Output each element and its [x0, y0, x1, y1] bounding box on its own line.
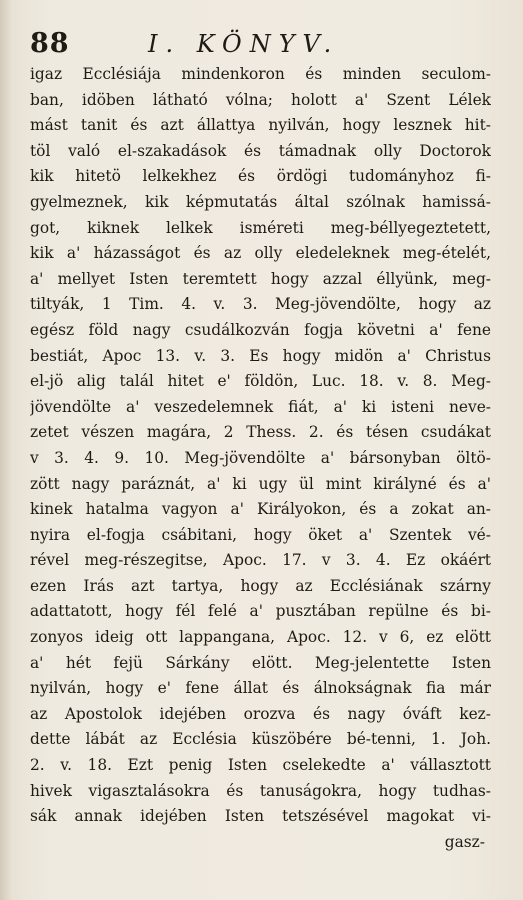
text-line: kik a' házasságot és az olly eledeleknek meg-ételét, [30, 244, 491, 263]
text-line: mást tanit és azt állattya nyilván, hogy lesznek hit- [30, 116, 491, 135]
text-line: kinek hatalma vagyon a' Királyokon, és a zokat an- [30, 500, 491, 519]
text-line: kik hitetö lelkekhez és ördögi tudományhoz fi- [30, 167, 491, 186]
text-line: sák annak idejében Isten tetszésével magokat vi- [30, 807, 491, 826]
running-head: I. KÖNYV. [148, 30, 340, 58]
text-line: igaz Ecclésiája mindenkoron és minden seculom- [30, 65, 491, 83]
text-line: egész föld nagy csudálkozván fogja követni a' fene [30, 320, 491, 339]
text-line: jövendölte a' veszedelemnek fiát, a' ki isteni neve- [30, 397, 491, 416]
catchword: gasz- [444, 832, 485, 851]
text-line: 2. v. 18. Ezt penig Isten cselekedte a' vállasztott [30, 756, 491, 775]
text-line: nyira el-fogja csábitani, hogy öket a' Szentek vé- [30, 525, 491, 544]
text-line: zonyos ideig ott lappangana, Apoc. 12. v 6, ez elött [30, 628, 491, 647]
text-line: töl való el-szakadások és támadnak olly Doctorok [30, 141, 491, 160]
text-line: zött nagy paráznát, a' ki ugy ül mint királyné és a' [30, 474, 491, 493]
body-text [30, 62, 491, 855]
text-line: zetet vészen magára, 2 Thess. 2. és tésen csudákat [30, 423, 491, 442]
text-line: el-jö alig talál hitet e' földön, Luc. 18. v. 8. Meg- [30, 372, 491, 391]
text-line: rével meg-részegitse, Apoc. 17. v 3. 4. Ez okáért [30, 551, 491, 570]
text-line: ezen Irás azt tartya, hogy az Ecclésiának szárny [30, 576, 491, 595]
page-number: 88 [30, 28, 70, 59]
text-line: ban, idöben látható vólna; holott a' Szent Lélek [30, 90, 491, 109]
text-line: a' hét fejü Sárkány elött. Meg-jelentette Isten [30, 653, 491, 672]
text-line: hivek vigasztalásokra és tanuságokra, hogy tudhas- [30, 781, 491, 800]
page-gutter-shadow [0, 0, 12, 900]
text-line: a' mellyet Isten teremtett hogy azzal éllyünk, meg- [30, 269, 491, 288]
text-line: v 3. 4. 9. 10. Meg-jövendölte a' bársonyban öltö- [30, 448, 491, 467]
text-line: got, kiknek lelkek isméreti meg-béllyegeztetett, [30, 218, 491, 237]
text-line: bestiát, Apoc 13. v. 3. Es hogy midön a' Christus [30, 346, 491, 365]
text-line: dette lábát az Ecclésia küszöbére bé-tenni, 1. Joh. [30, 730, 491, 749]
text-line: adattatott, hogy fél felé a' pusztában repülne és bi- [30, 602, 491, 621]
page-header [30, 26, 491, 62]
text-line: nyilván, hogy e' fene állat és álnokságnak fia már [30, 679, 491, 698]
text-line: gyelmeznek, kik képmutatás által szólnak hamissá- [30, 192, 491, 211]
text-line: tiltyák, 1 Tim. 4. v. 3. Meg-jövendölte, hogy az [30, 295, 491, 314]
text-line: az Apostolok idejében orozva és nagy óváft kez- [30, 704, 491, 723]
